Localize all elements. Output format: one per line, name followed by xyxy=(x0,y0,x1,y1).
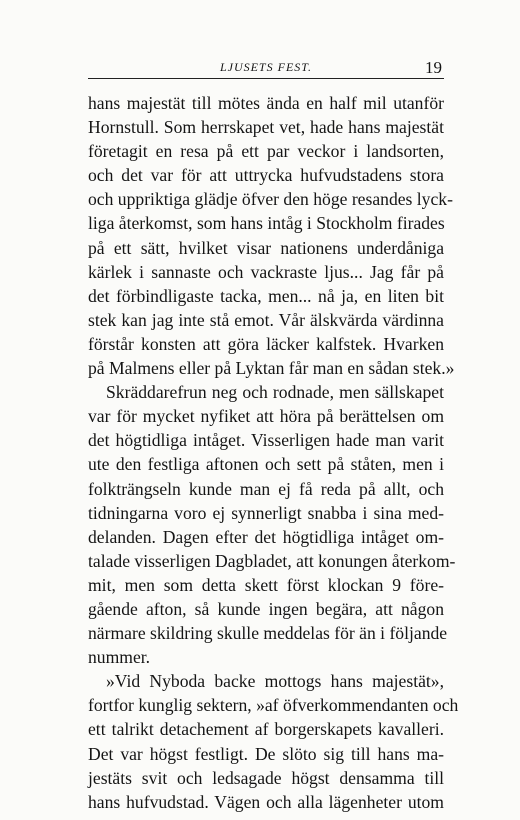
text-line: och uppriktiga glädje öfver den höge resandes lyck- xyxy=(88,189,453,210)
text-line: det högtidliga intåget. Visserligen hade man varit xyxy=(88,430,444,451)
header-rule xyxy=(88,78,444,79)
text-line: hans majestät till mötes ända en half mil utanför xyxy=(88,93,444,113)
text-line: och det var för att uttrycka hufvudstadens stora xyxy=(88,165,444,186)
text-line: var för mycket nyfiket att höra på berättelsen om xyxy=(88,406,444,427)
text-line: stek kan jag inte stå emot. Vår älskvärda värdinna xyxy=(88,309,444,330)
body-text xyxy=(88,91,459,814)
text-line: ute den festliga aftonen och sett på ståten, men i xyxy=(88,454,444,475)
text-line: kärlek i sannaste och vackraste ljus... Jag får på xyxy=(88,261,444,282)
text-line: gående afton, så kunde ingen begära, att någon xyxy=(88,598,444,619)
text-line: ett talrikt detachement af borgerskapets kavalleri. xyxy=(88,719,444,740)
text-line: nummer. xyxy=(88,647,151,668)
text-line: fortfor kunglig sektern, »af öfverkommendanten och xyxy=(88,695,459,716)
text-line: Skräddarefrun neg och rodnade, men sällskapet xyxy=(106,382,444,403)
text-line: tidningarna voro ej synnerligt snabba i sina med- xyxy=(88,502,444,523)
text-line: på ett sätt, hvilket visar nationens underdåniga xyxy=(88,237,444,258)
text-line: jestäts svit och ledsagade högst densamma till xyxy=(88,767,444,788)
text-line: mit, men som detta skett först klockan 9 före- xyxy=(88,574,444,595)
running-title: LJUSETS FEST. xyxy=(219,60,313,74)
text-line: folkträngseln kunde man ej få reda på allt, och xyxy=(88,478,444,499)
text-line: talade visserligen Dagbladet, att konungen återkom- xyxy=(88,550,456,571)
text-line: företagit en resa på ett par veckor i landsorten, xyxy=(88,141,444,162)
text-line: på Malmens eller på Lyktan får man en sådan stek.» xyxy=(88,358,455,379)
text-line: liga återkomst, som hans intåg i Stockholm firades xyxy=(88,213,445,234)
text-line: Det var högst festligt. De slöto sig till hans ma- xyxy=(88,743,444,764)
text-line: närmare skildring skulle meddelas för än i följande xyxy=(88,623,448,644)
text-line: förstår konsten att göra läcker kalfstek. Hvarken xyxy=(88,333,444,354)
page-number: 19 xyxy=(425,58,442,77)
text-line: Hornstull. Som herrskapet vet, hade hans majestät xyxy=(88,117,444,138)
text-line: »Vid Nyboda backe mottogs hans majestät», xyxy=(106,671,444,692)
text-line: delanden. Dagen efter det högtidliga intåget om- xyxy=(88,526,444,547)
page-header xyxy=(88,58,444,82)
text-line: det förbindligaste tacka, men... nå ja, en liten bit xyxy=(88,285,444,306)
text-line: hans hufvudstad. Vägen och alla lägenheter utom xyxy=(88,791,444,812)
